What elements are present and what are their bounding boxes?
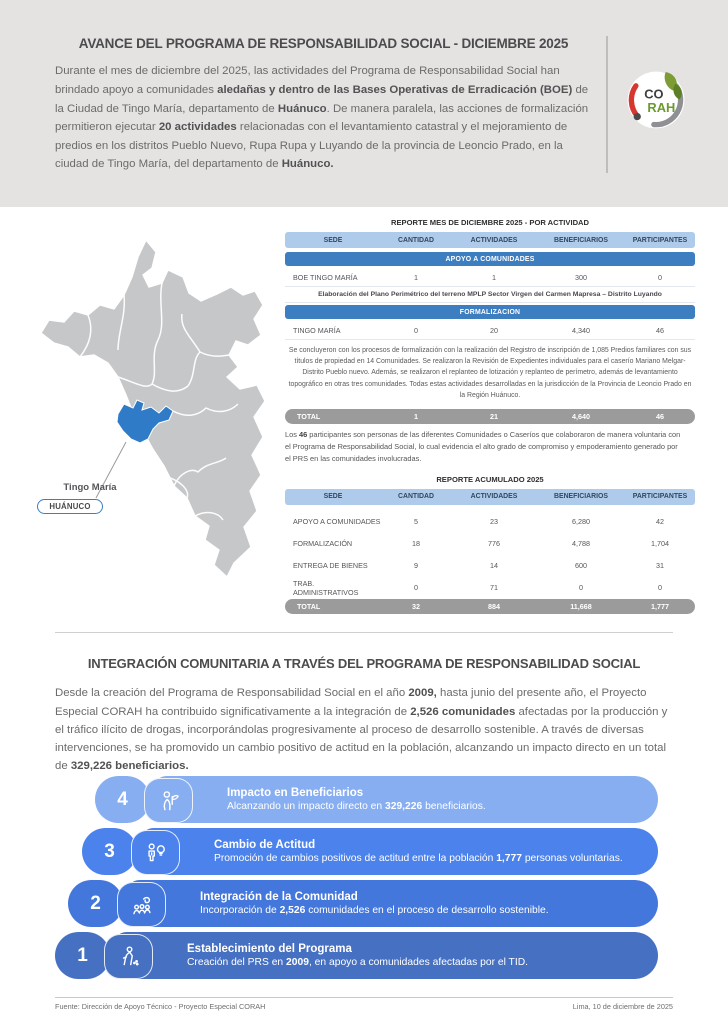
footer-source: Fuente: Dirección de Apoyo Técnico - Proyecto Especial CORAH — [55, 1002, 266, 1011]
table-cell: 0 — [414, 325, 418, 335]
integration-paragraph: Desde la creación del Programa de Responsabilidad Social en el año 2009, hasta junio del presente año, el Proyecto Especial CORAH ha contribuido significativamente a la integración de 2,526 comunidades afectadas por la producción y el tráfico ilícito de drogas, incorporándolas progresivamente al proceso de desarrollo sostenible. A través de diversas intervenciones, se ha promovido un cambio positivo de actitud en la población, alcanzando un impacto directo en un total de 329,226 beneficiarios. — [55, 687, 668, 773]
table-cell: 1,777 — [651, 601, 669, 611]
step-item-4 — [95, 776, 658, 823]
table-cell: APOYO A COMUNIDADES — [293, 517, 381, 527]
column-header: ACTIVIDADES — [470, 236, 518, 244]
sower-icon — [104, 934, 153, 979]
step-item-2 — [68, 880, 658, 927]
step-text — [214, 838, 623, 866]
step-subtitle: Promoción de cambios positivos de actitud entre la población 1,777 personas voluntarias. — [214, 853, 623, 864]
table-header-row — [285, 489, 695, 505]
person-growth-icon — [144, 778, 193, 823]
step-text — [200, 890, 549, 918]
table-cell: 46 — [656, 411, 664, 421]
logo-text-rah: RAH — [647, 99, 676, 115]
step-title: Cambio de Actitud — [214, 838, 316, 851]
table-cell: 776 — [488, 539, 500, 549]
step-item-1 — [55, 932, 658, 979]
table-title-month: REPORTE MES DE DICIEMBRE 2025 - POR ACTIVIDAD — [390, 218, 590, 227]
table-row — [285, 511, 695, 533]
table-row — [285, 268, 695, 287]
table-header-row — [285, 232, 695, 248]
table-title-acumulado: REPORTE ACUMULADO 2025 — [436, 474, 544, 484]
map-label-city: Tingo María — [63, 482, 117, 493]
table-cell: TINGO MARÍA — [293, 325, 341, 335]
table-cell: 21 — [490, 411, 498, 421]
table-cell: 9 — [414, 561, 418, 571]
column-header: ACTIVIDADES — [470, 493, 518, 501]
table-cell: 600 — [575, 561, 587, 571]
step-title: Integración de la Comunidad — [200, 890, 358, 903]
total-row — [285, 599, 695, 614]
step-bar — [153, 776, 658, 823]
column-header: SEDE — [323, 236, 343, 244]
map-label-region: HUÁNUCO — [37, 499, 103, 514]
step-number: 1 — [55, 932, 110, 979]
table-cell: TRAB. ADMINISTRATIVOS — [293, 578, 359, 597]
total-row — [285, 409, 695, 424]
step-number: 3 — [82, 828, 137, 875]
integration-title: INTEGRACIÓN COMUNITARIA A TRAVÉS DEL PROGRAMA DE RESPONSABILIDAD SOCIAL — [87, 655, 641, 671]
table-cell: BOE TINGO MARÍA — [293, 272, 358, 282]
column-header: BENEFICIARIOS — [554, 493, 608, 501]
table-cell: 14 — [490, 561, 498, 571]
step-subtitle: Alcanzando un impacto directo en 329,226 beneficiarios. — [227, 801, 486, 812]
reports-column — [285, 218, 695, 619]
logo-text-co: CO — [644, 86, 664, 102]
step-text — [187, 942, 528, 970]
column-header: PARTICIPANTES — [632, 236, 688, 244]
step-subtitle: Incorporación de 2,526 comunidades en el proceso de desarrollo sostenible. — [200, 905, 549, 916]
step-bar — [126, 880, 658, 927]
table-cell: 0 — [658, 272, 662, 282]
table-cell: 1 — [492, 272, 496, 282]
formalizacion-note: Se concluyeron con los procesos de formalización con la realización del Registro de inscripción de 1,085 Predios familiares con sus títulos de propiedad en 14 Comunidades. Se realizaron la Revisión de Expedientes individuales para el caserío Mariano Melgar-Distrito Pueblo nuevo. Además, se realizaron el replanteo de lotización y replanteo de perímetro, además de levantamiento topográfico en otras tres comunidades. Todas estas actividades desarrolladas en la jurisdicción de la Provincia de Leoncio Prado en la Región Huánuco. — [288, 347, 692, 399]
header-vertical-divider — [606, 36, 608, 173]
table-cell: 11,668 — [570, 601, 592, 611]
table-cell: 5 — [414, 517, 418, 527]
step-number: 2 — [68, 880, 123, 927]
table-row — [285, 321, 695, 340]
accumulated-rows — [285, 511, 695, 599]
table-cell: 6,280 — [572, 517, 590, 527]
table-cell: 71 — [490, 583, 498, 593]
table-row — [285, 533, 695, 555]
table-cell: 4,640 — [572, 411, 590, 421]
step-subtitle: Creación del PRS en 2009, en apoyo a comunidades afectadas por el TID. — [187, 957, 528, 968]
table-cell: 1 — [414, 411, 418, 421]
participants-note: Los 46 participantes son personas de las diferentes Comunidades o Caseríos que colaboraron de manera voluntaria con el Programa de Responsabilidad Social, lo cual evidencia el alto grado de compromiso y empoderamiento generado por el PRS en las comunidades involucradas. — [285, 429, 681, 463]
table-cell: 20 — [490, 325, 498, 335]
intro-paragraph: Durante el mes de diciembre del 2025, las actividades del Programa de Responsabilidad Social han brindado apoyo a comunidades aledañas y dentro de las Bases Operativas de Erradicación (BOE) de la Ciudad de Tingo María, departamento de Huánuco. De manera paralela, las acciones de formalización permitieron ejecutar 20 actividades relacionadas con el levantamiento catastral y el mejoramiento de predios en los distritos Pueblo Nuevo, Rupa Rupa y Luyando de la provincia de Leoncio Prado, en la ciudad de Tingo María, del departamento de Huánuco. — [55, 65, 589, 171]
program-steps — [55, 776, 658, 979]
section-divider — [55, 632, 673, 633]
table-row — [285, 577, 695, 599]
table-cell: 42 — [656, 517, 664, 527]
table-cell: 4,340 — [572, 325, 590, 335]
table-cell: TOTAL — [297, 601, 321, 611]
column-header: BENEFICIARIOS — [554, 236, 608, 244]
peru-map-graphic — [30, 232, 270, 602]
corah-logo — [626, 70, 686, 130]
peru-map — [30, 232, 270, 602]
table-row — [285, 555, 695, 577]
table-cell: 32 — [412, 601, 420, 611]
step-item-3 — [82, 828, 658, 875]
table-cell: 31 — [656, 561, 664, 571]
step-bar — [140, 828, 658, 875]
table-cell: 0 — [579, 583, 583, 593]
section-band-formalizacion: FORMALIZACION — [285, 305, 695, 319]
table-cell: 1 — [414, 272, 418, 282]
table-cell: 0 — [414, 583, 418, 593]
column-header: PARTICIPANTES — [632, 493, 688, 501]
person-idea-icon — [131, 830, 180, 875]
table-cell: ENTREGA DE BIENES — [293, 561, 368, 571]
table-cell: 1,704 — [651, 539, 669, 549]
step-number: 4 — [95, 776, 150, 823]
table-cell: 4,788 — [572, 539, 590, 549]
corah-logo-icon — [626, 70, 686, 130]
table-cell: 23 — [490, 517, 498, 527]
footer-date: Lima, 10 de diciembre de 2025 — [572, 1002, 673, 1011]
page-title: AVANCE DEL PROGRAMA DE RESPONSABILIDAD SOCIAL - DICIEMBRE 2025 — [78, 36, 569, 52]
table-cell: FORMALIZACIÓN — [293, 539, 353, 549]
table-cell: 46 — [656, 325, 664, 335]
column-header: CANTIDAD — [398, 236, 434, 244]
table-cell: 300 — [575, 272, 587, 282]
table-cell: 0 — [658, 583, 662, 593]
table-cell: 18 — [412, 539, 420, 549]
step-title: Impacto en Beneficiarios — [227, 786, 364, 799]
table-cell: 884 — [488, 601, 500, 611]
footer-divider — [55, 997, 673, 998]
activity-note: Elaboración del Plano Perimétrico del terreno MPLP Sector Virgen del Carmen Mapresa – Distrito Luyando — [285, 289, 695, 303]
community-icon — [117, 882, 166, 927]
table-cell: TOTAL — [297, 411, 321, 421]
column-header: CANTIDAD — [398, 493, 434, 501]
section-band-apoyo: APOYO A COMUNIDADES — [285, 252, 695, 266]
step-title: Establecimiento del Programa — [187, 942, 352, 955]
column-header: SEDE — [323, 493, 343, 501]
step-text — [227, 786, 486, 814]
header-section — [0, 0, 728, 207]
step-bar — [113, 932, 658, 979]
